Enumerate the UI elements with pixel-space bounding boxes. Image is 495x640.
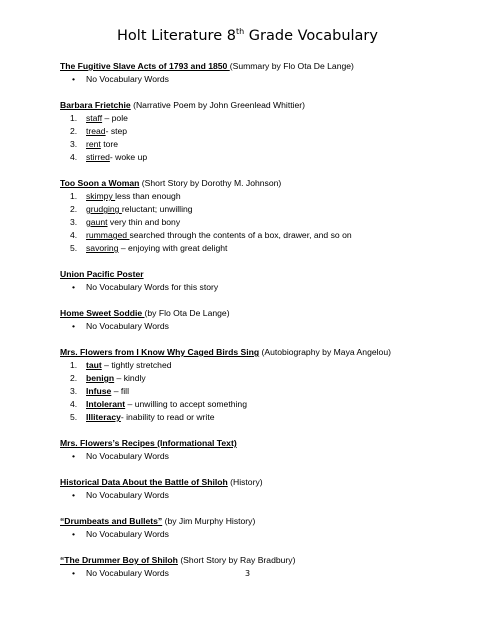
vocab-word: Illiteracy: [86, 412, 121, 422]
section-note: (Short Story by Dorothy M. Johnson): [139, 178, 282, 188]
header-title-rest: Grade Vocabulary: [244, 28, 378, 44]
vocab-item: 3. Infuse – fill: [70, 386, 129, 396]
vocab-item: 5. Illiteracy- inability to read or write: [70, 412, 215, 422]
vocab-item: 1. skimpy less than enough: [70, 191, 181, 201]
bullet-icon: •: [72, 321, 76, 331]
vocab-definition: searched through the contents of a box, drawer, and so on: [129, 230, 352, 240]
section-too-soon-a-woman: [60, 177, 470, 255]
section-title: Too Soon a Woman: [60, 178, 140, 188]
vocab-item: 2. benign – kindly: [70, 373, 146, 383]
section-fugitive-slave-acts: [60, 60, 470, 86]
vocab-definition: - step: [105, 126, 128, 136]
vocab-word: gaunt: [86, 217, 108, 227]
section-note: (Narrative Poem by John Greenlead Whittier): [130, 100, 306, 110]
vocab-definition: very thin and bony: [107, 217, 181, 227]
vocab-word: taut: [86, 360, 102, 370]
section-title: “The Drummer Boy of Shiloh: [60, 555, 178, 565]
section-note: (by Jim Murphy History): [162, 516, 256, 526]
vocab-item: 2. tread- step: [70, 126, 128, 136]
section-note: (Short Story by Ray Bradbury): [177, 555, 296, 565]
vocab-definition: – kindly: [114, 373, 146, 383]
list-item: • No Vocabulary Words: [72, 451, 169, 461]
section-barbara-frietchie: [60, 99, 470, 164]
section-note: (Summary by Flo Ota De Lange): [229, 61, 354, 71]
vocab-word: tread: [86, 126, 106, 136]
bullet-icon: •: [72, 74, 76, 84]
list-item: • No Vocabulary Words: [72, 74, 169, 84]
vocab-definition: tore: [100, 139, 119, 149]
section-title: Mrs. Flowers from I Know Why Caged Birds Sing: [60, 347, 260, 357]
vocab-item: 1. staff – pole: [70, 113, 128, 123]
vocab-definition: – enjoying with great delight: [118, 243, 228, 253]
list-item: • No Vocabulary Words: [72, 490, 169, 500]
section-mrs-flowers-recipes: [60, 437, 470, 463]
bullet-icon: •: [72, 282, 76, 292]
page-header: [0, 27, 495, 44]
bullet-icon: •: [72, 490, 76, 500]
vocabulary-content: [60, 60, 470, 593]
vocab-item: 4. rummaged searched through the contents of a box, drawer, and so on: [70, 230, 352, 240]
vocab-word: Intolerant: [86, 399, 126, 409]
vocab-definition: – tightly stretched: [101, 360, 172, 370]
section-title: Home Sweet Soddie: [60, 308, 145, 318]
bullet-icon: •: [72, 451, 76, 461]
vocab-item: 5. savoring – enjoying with great delight: [70, 243, 228, 253]
vocab-item: 2. grudging reluctant; unwilling: [70, 204, 193, 214]
list-item: • No Vocabulary Words: [72, 529, 169, 539]
vocab-definition: – pole: [102, 113, 128, 123]
section-home-sweet-soddie: [60, 307, 470, 333]
vocab-word: rummaged: [86, 230, 130, 240]
bullet-icon: •: [72, 529, 76, 539]
section-title: Mrs. Flowers’s Recipes (Informational Text): [60, 438, 237, 448]
section-note: (by Flo Ota De Lange): [144, 308, 230, 318]
vocab-item: 1. taut – tightly stretched: [70, 360, 172, 370]
section-union-pacific-poster: [60, 268, 470, 294]
vocab-word: Infuse: [86, 386, 112, 396]
header-title: Holt Literature 8: [117, 28, 236, 44]
section-title: Union Pacific Poster: [60, 269, 144, 279]
list-item: • No Vocabulary Words for this story: [72, 282, 219, 292]
vocab-definition: less than enough: [115, 191, 181, 201]
vocab-definition: – fill: [111, 386, 129, 396]
header-superscript: th: [235, 27, 245, 36]
vocab-definition: – unwilling to accept something: [125, 399, 247, 409]
vocab-word: staff: [86, 113, 103, 123]
section-battle-of-shiloh: [60, 476, 470, 502]
section-mrs-flowers: [60, 346, 470, 424]
vocab-item: 3. gaunt very thin and bony: [70, 217, 181, 227]
vocab-word: stirred: [86, 152, 110, 162]
section-title: Barbara Frietchie: [60, 100, 131, 110]
bullet-icon: •: [72, 568, 76, 578]
vocab-item: 3. rent tore: [70, 139, 119, 149]
section-title: “Drumbeats and Bullets”: [60, 516, 163, 526]
list-item: • No Vocabulary Words: [72, 568, 169, 578]
section-title: The Fugitive Slave Acts of 1793 and 1850: [60, 61, 230, 71]
vocab-definition: - inability to read or write: [120, 412, 215, 422]
vocab-word: rent: [86, 139, 101, 149]
vocab-definition: - woke up: [109, 152, 148, 162]
page-number: 3: [244, 569, 251, 578]
vocab-word: savoring: [86, 243, 119, 253]
section-title: Historical Data About the Battle of Shiloh: [60, 477, 228, 487]
vocab-definition: reluctant; unwilling: [121, 204, 193, 214]
vocab-word: skimpy: [86, 191, 116, 201]
list-item: • No Vocabulary Words: [72, 321, 169, 331]
vocab-item: 4. Intolerant – unwilling to accept something: [70, 399, 247, 409]
section-note: (History): [227, 477, 263, 487]
vocab-word: benign: [86, 373, 115, 383]
section-note: (Autobiography by Maya Angelou): [259, 347, 391, 357]
vocab-item: 4. stirred- woke up: [70, 152, 148, 162]
section-drumbeats-and-bullets: [60, 515, 470, 541]
vocab-word: grudging: [86, 204, 122, 214]
